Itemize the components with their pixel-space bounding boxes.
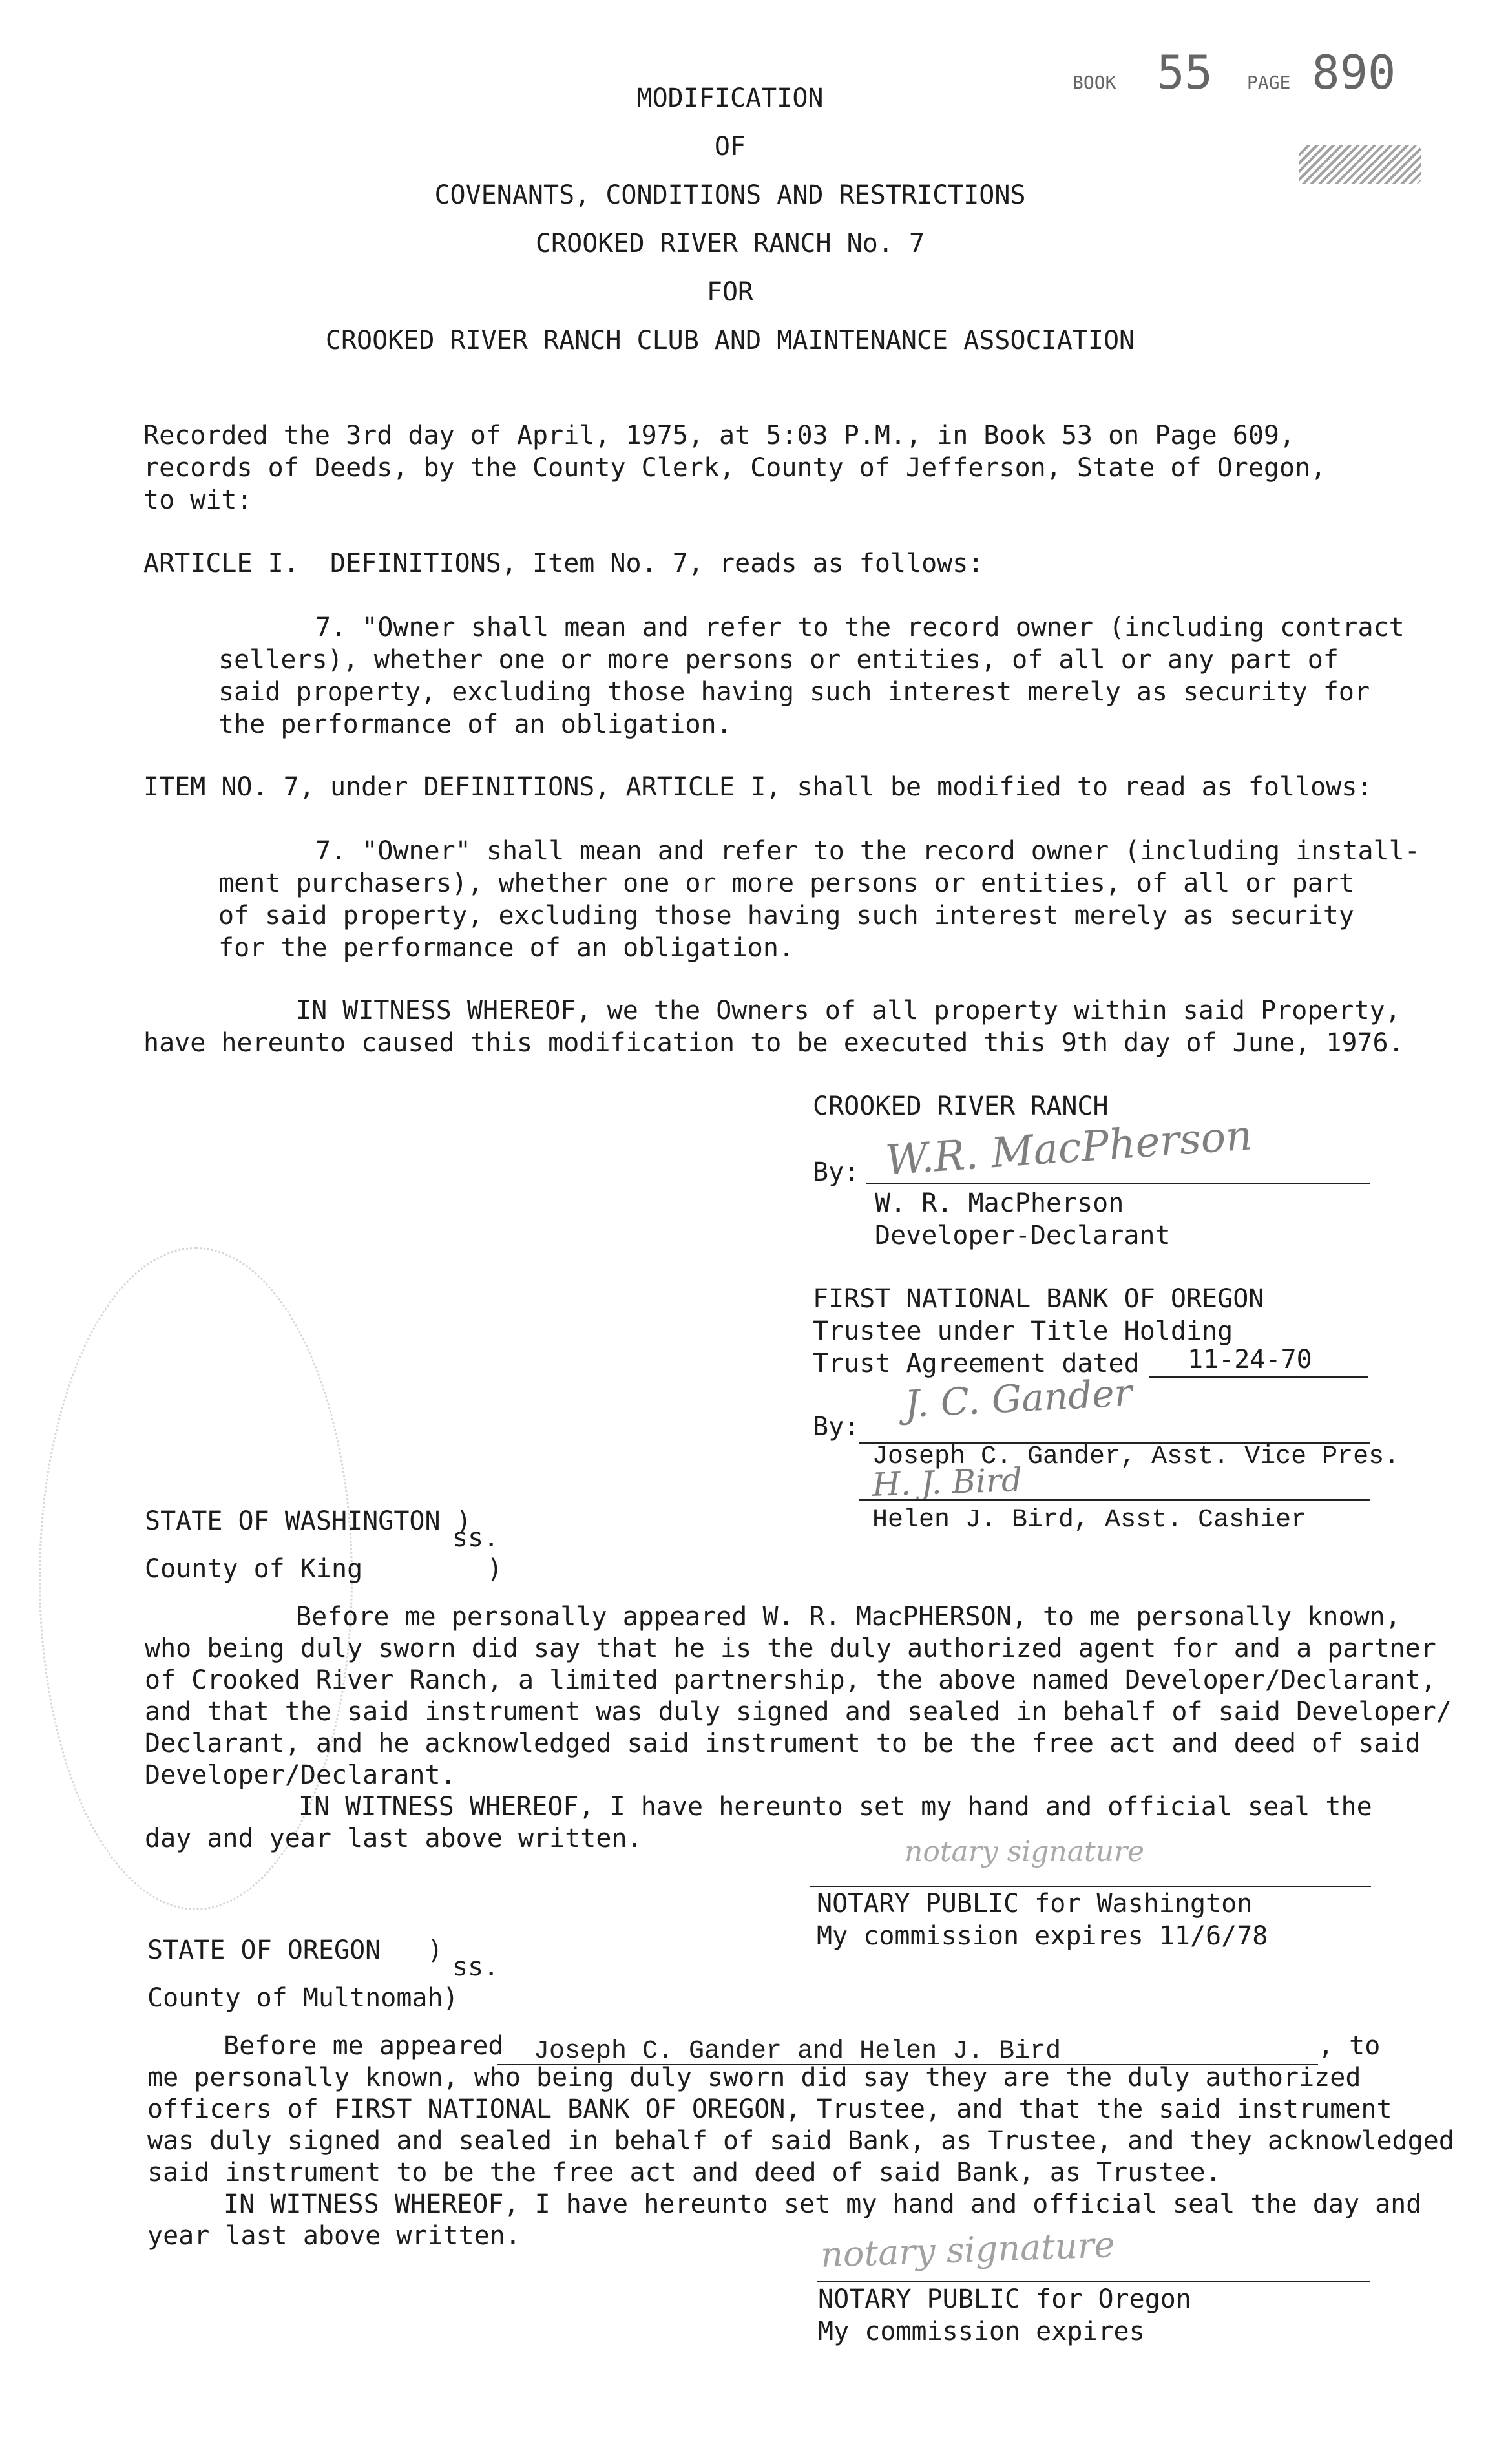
signatory1-by-label: By: bbox=[813, 1157, 860, 1187]
recorded-line1: Recorded the 3rd day of April, 1975, at 5:03 P.M., in Book 53 on Page 609, bbox=[143, 421, 1295, 450]
doc-title-line1: MODIFICATION bbox=[636, 83, 824, 113]
signature-line-2 bbox=[859, 1442, 1370, 1444]
doc-title-line5: FOR bbox=[706, 277, 754, 307]
signatory2-line2: Trustee under Title Holding bbox=[813, 1316, 1233, 1346]
notary-wa-commission: My commission expires 11/6/78 bbox=[817, 1921, 1268, 1951]
witness-line2: have hereunto caused this modification to be executed this 9th day of June, 1976. bbox=[143, 1028, 1404, 1058]
modified-item-line2: ment purchasers), whether one or more persons or entities, of all or part bbox=[218, 869, 1354, 898]
ack-wa-line5: Declarant, and he acknowledged said instrument to be the free act and deed of said bbox=[145, 1729, 1421, 1758]
ack-wa-line6: Developer/Declarant. bbox=[145, 1760, 456, 1790]
venue-or-state: STATE OF OREGON ) bbox=[147, 1935, 443, 1965]
original-item-line1: 7. "Owner shall mean and refer to the record owner (including contract bbox=[315, 613, 1405, 642]
recording-mark bbox=[1299, 145, 1421, 184]
signature-macpherson: W.R. MacPherson bbox=[884, 1111, 1254, 1185]
signature-gander: J. C. Gander bbox=[903, 1370, 1133, 1427]
doc-title-line4: CROOKED RIVER RANCH No. 7 bbox=[535, 229, 925, 258]
ack-or-line5: said instrument to be the free act and deed of said Bank, as Trustee. bbox=[147, 2158, 1221, 2187]
ack-wa-line4: and that the said instrument was duly signed and sealed in behalf of said Developer/ bbox=[145, 1697, 1452, 1727]
signature-line-3 bbox=[859, 1499, 1370, 1501]
notary-or-line bbox=[817, 2281, 1370, 2282]
modify-heading: ITEM NO. 7, under DEFINITIONS, ARTICLE I, shall be modified to read as follows: bbox=[143, 772, 1373, 802]
modified-item-line4: for the performance of an obligation. bbox=[218, 933, 795, 963]
ack-or-names: Joseph C. Gander and Helen J. Bird bbox=[534, 2037, 1062, 2066]
venue-wa-county: County of King ) bbox=[145, 1554, 503, 1584]
signatory2-by-label: By: bbox=[813, 1412, 860, 1442]
doc-title-line6: CROOKED RIVER RANCH CLUB AND MAINTENANCE ASSOCIATION bbox=[325, 326, 1135, 355]
signatory2-agreement-date: 11-24-70 bbox=[1188, 1345, 1312, 1374]
modified-item-line1: 7. "Owner" shall mean and refer to the record owner (including install- bbox=[315, 836, 1420, 866]
original-item-line3: said property, excluding those having such interest merely as security for bbox=[218, 677, 1370, 707]
signature-notary-oregon: notary signature bbox=[820, 2224, 1116, 2275]
venue-or-county: County of Multnomah) bbox=[147, 1983, 459, 2013]
book-label: BOOK bbox=[1073, 72, 1116, 93]
signatory1-name: W. R. MacPherson bbox=[875, 1188, 1124, 1218]
ack-or-line7: year last above written. bbox=[147, 2221, 521, 2251]
doc-title-line3: COVENANTS, CONDITIONS AND RESTRICTIONS bbox=[434, 180, 1026, 210]
modified-item-line3: of said property, excluding those having such interest merely as security bbox=[218, 901, 1354, 931]
ack-or-line3: officers of FIRST NATIONAL BANK OF OREGON, Trustee, and that the said instrument bbox=[147, 2094, 1392, 2124]
ack-wa-line3: of Crooked River Ranch, a limited partnership, the above named Developer/Declarant, bbox=[145, 1665, 1436, 1695]
venue-wa-ss: ss. bbox=[452, 1523, 499, 1553]
signatory2-name1: Joseph C. Gander, Asst. Vice Pres. bbox=[872, 1442, 1400, 1471]
page-label: PAGE bbox=[1246, 72, 1291, 93]
ack-or-line6: IN WITNESS WHEREOF, I have hereunto set my hand and official seal the day and bbox=[224, 2189, 1422, 2219]
page-number: 890 bbox=[1312, 45, 1396, 100]
signature-notary-washington: notary signature bbox=[905, 1835, 1145, 1868]
signatory2-org: FIRST NATIONAL BANK OF OREGON bbox=[813, 1284, 1264, 1314]
venue-wa-state: STATE OF WASHINGTON ) bbox=[145, 1506, 472, 1536]
notary-wa-line bbox=[810, 1886, 1371, 1887]
agreement-date-line bbox=[1149, 1376, 1368, 1378]
notary-or-title: NOTARY PUBLIC for Oregon bbox=[818, 2284, 1191, 2314]
signatory1-org: CROOKED RIVER RANCH bbox=[813, 1091, 1109, 1121]
ack-wa-line7: IN WITNESS WHEREOF, I have hereunto set my hand and official seal the bbox=[298, 1792, 1372, 1822]
ack-or-line2: me personally known, who being duly sworn did say they are the duly authorized bbox=[147, 2063, 1361, 2092]
book-number: 55 bbox=[1157, 45, 1213, 100]
recorded-line2: records of Deeds, by the County Clerk, County of Jefferson, State of Oregon, bbox=[143, 453, 1326, 483]
article-heading: ARTICLE I. DEFINITIONS, Item No. 7, reads as follows: bbox=[143, 549, 984, 578]
original-item-line2: sellers), whether one or more persons or entities, of all or any part of bbox=[218, 645, 1339, 675]
notary-or-commission: My commission expires bbox=[818, 2317, 1145, 2346]
ack-wa-line2: who being duly sworn did say that he is the duly authorized agent for and a partner bbox=[145, 1634, 1436, 1663]
witness-line1: IN WITNESS WHEREOF, we the Owners of all property within said Property, bbox=[296, 996, 1401, 1026]
ack-wa-line1: Before me personally appeared W. R. MacPHERSON, to me personally known, bbox=[296, 1602, 1401, 1632]
signatory1-role: Developer-Declarant bbox=[875, 1221, 1171, 1250]
signatory2-name2: Helen J. Bird, Asst. Cashier bbox=[872, 1506, 1307, 1535]
doc-title-line2: OF bbox=[714, 132, 746, 162]
venue-or-ss: ss. bbox=[452, 1952, 499, 1982]
ack-or-line4: was duly signed and sealed in behalf of said Bank, as Trustee, and they acknowledged bbox=[147, 2126, 1454, 2156]
signature-bird: H. J. Bird bbox=[872, 1460, 1023, 1504]
ack-or-suffix: , to bbox=[1318, 2031, 1381, 2061]
notary-wa-title: NOTARY PUBLIC for Washington bbox=[817, 1889, 1253, 1919]
signature-line-1 bbox=[866, 1183, 1370, 1184]
ack-wa-line8: day and year last above written. bbox=[145, 1824, 643, 1853]
recorded-line3: to wit: bbox=[143, 485, 253, 515]
original-item-line4: the performance of an obligation. bbox=[218, 710, 732, 739]
ack-or-prefix: Before me appeared bbox=[224, 2031, 504, 2061]
signatory2-agreement-label: Trust Agreement dated bbox=[813, 1349, 1140, 1378]
